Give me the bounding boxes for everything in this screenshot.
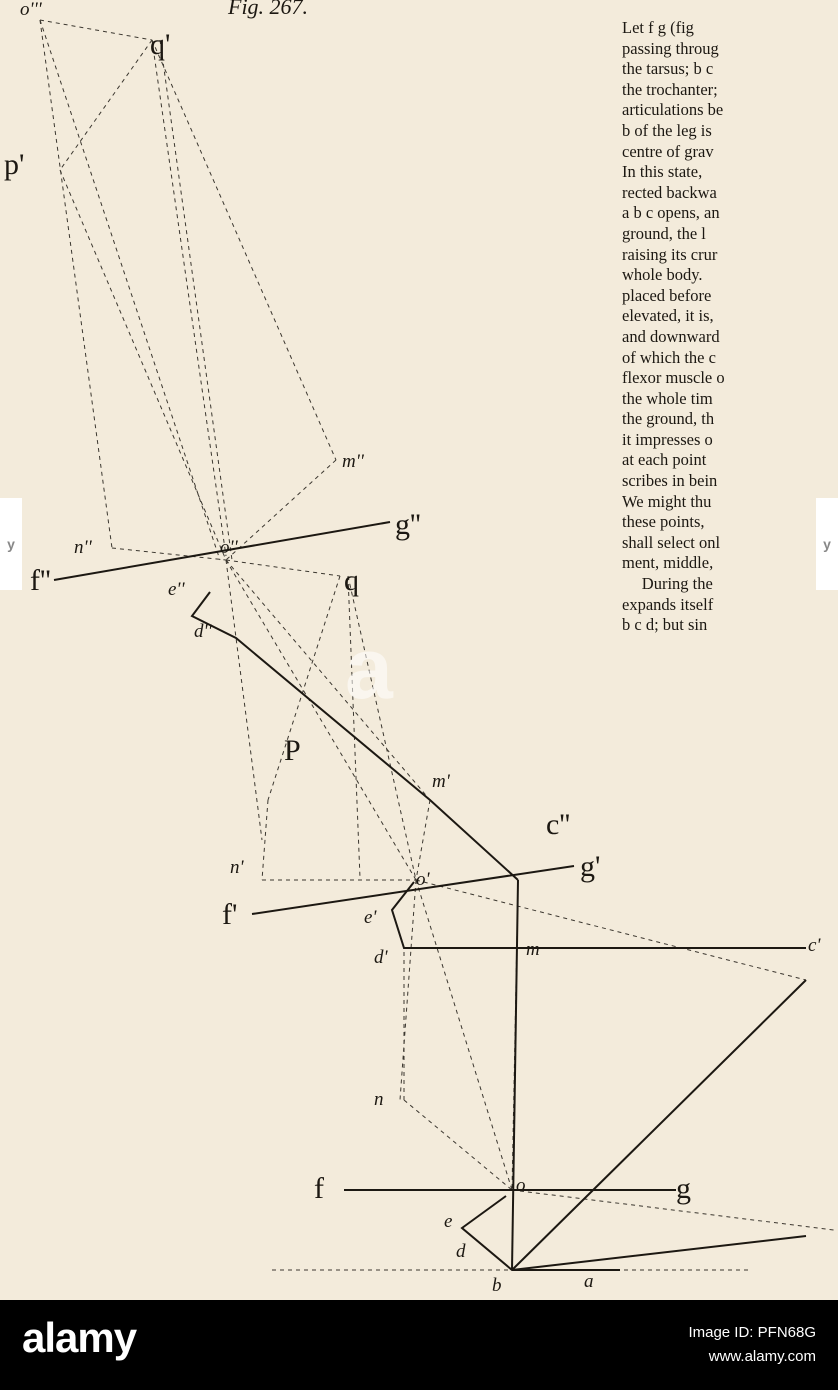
dash-line [404, 1100, 512, 1190]
text-line: these points, [622, 512, 705, 532]
dash-line [40, 20, 152, 40]
label-n1: n' [230, 857, 244, 878]
label-a: a [584, 1271, 594, 1292]
label-b: b [492, 1275, 502, 1296]
label-o2: o'' [220, 537, 238, 558]
label-m2: m'' [342, 451, 364, 472]
label-g2: g'' [395, 508, 421, 541]
label-d: d [456, 1241, 466, 1262]
dash-line [226, 560, 416, 880]
image-id: Image ID: PFN68G [688, 1324, 816, 1341]
text-line: ground, the l [622, 223, 706, 243]
label-o1: o' [416, 869, 430, 890]
text-line: the trochanter; [622, 79, 718, 99]
label-n: n [374, 1089, 384, 1110]
text-line: the whole tim [622, 388, 713, 408]
femur-line [512, 980, 806, 1270]
watermark-right-tab: y [816, 498, 838, 590]
leg-segment-1 [392, 882, 806, 948]
dash-line [400, 880, 416, 1100]
dash-line [416, 880, 806, 980]
label-g: g [676, 1172, 691, 1205]
text-line: whole body. [622, 265, 703, 285]
label-n2: n'' [74, 537, 92, 558]
dash-line [262, 800, 268, 880]
label-c2: c'' [546, 808, 571, 841]
text-line: a b c opens, an [622, 203, 720, 223]
label-e: e [444, 1211, 453, 1232]
text-line: passing throug [622, 38, 719, 58]
stock-footer-bar [0, 1300, 838, 1390]
label-g1: g' [580, 850, 601, 883]
text-line: the ground, th [622, 409, 715, 429]
site-url: www.alamy.com [708, 1348, 816, 1365]
text-line: shall select onl [622, 532, 721, 552]
dash-line [160, 40, 232, 560]
dash-line [60, 40, 152, 170]
text-line: elevated, it is, [622, 306, 714, 326]
dash-line [226, 460, 336, 560]
label-o3: o''' [20, 0, 42, 20]
text-line: ment, middle, [622, 553, 714, 573]
dash-line [226, 560, 262, 840]
tarsus-f1-g1 [252, 866, 574, 914]
label-p3: p' [4, 148, 25, 181]
text-line: the tarsus; b c [622, 59, 714, 79]
crus-line [512, 880, 518, 1270]
dash-line [40, 20, 220, 560]
label-e1: e' [364, 907, 377, 928]
text-line: articulations be [622, 100, 724, 120]
text-line: centre of grav [622, 141, 714, 161]
label-q3: q' [150, 28, 171, 61]
text-line: During the [641, 574, 713, 594]
dash-line [226, 560, 340, 576]
text-line: raising its crur [622, 244, 718, 264]
dash-line [226, 560, 430, 800]
text-line: and downward [622, 326, 720, 346]
label-o: o [516, 1175, 526, 1196]
text-line: flexor muscle o [622, 368, 725, 388]
text-line: of which the c [622, 347, 716, 367]
label-q2: q [344, 564, 359, 597]
watermark-center: a [345, 621, 391, 717]
label-f1: f' [222, 898, 238, 931]
text-line: scribes in bein [622, 471, 718, 491]
figure-caption: Fig. 267. [228, 0, 309, 19]
dash-line [152, 40, 226, 556]
label-e2: e'' [168, 579, 185, 600]
text-line: it impresses o [622, 429, 713, 449]
image-id-block [688, 1321, 816, 1369]
text-line: In this state, [622, 162, 703, 182]
dash-line [60, 170, 226, 560]
label-f2: f'' [30, 564, 51, 597]
text-line: b c d; but sin [622, 615, 708, 635]
dash-line [416, 880, 512, 1190]
dash-line [512, 1190, 834, 1230]
alamy-logo: alamy [22, 1314, 137, 1361]
dash-line [152, 40, 336, 460]
text-line: rected backwa [622, 182, 717, 202]
text-line: Let f g (fig [622, 18, 694, 37]
text-line: b of the leg is [622, 120, 712, 140]
label-m1top: m' [432, 771, 450, 792]
text-line: We might thu [622, 491, 712, 511]
dash-line [416, 800, 430, 880]
text-line: expands itself [622, 594, 714, 614]
label-d2: d'' [194, 621, 212, 642]
label-P: P [284, 734, 301, 767]
watermark-left-tab: y [0, 498, 22, 590]
text-line: at each point [622, 450, 707, 470]
label-m: m [526, 939, 540, 960]
label-d1: d' [374, 947, 388, 968]
label-f: f [314, 1172, 324, 1205]
text-line: placed before [622, 285, 712, 305]
label-c1: c' [808, 935, 821, 956]
body-text-column [622, 18, 838, 636]
dash-line [40, 20, 112, 548]
dash-line [268, 576, 340, 800]
